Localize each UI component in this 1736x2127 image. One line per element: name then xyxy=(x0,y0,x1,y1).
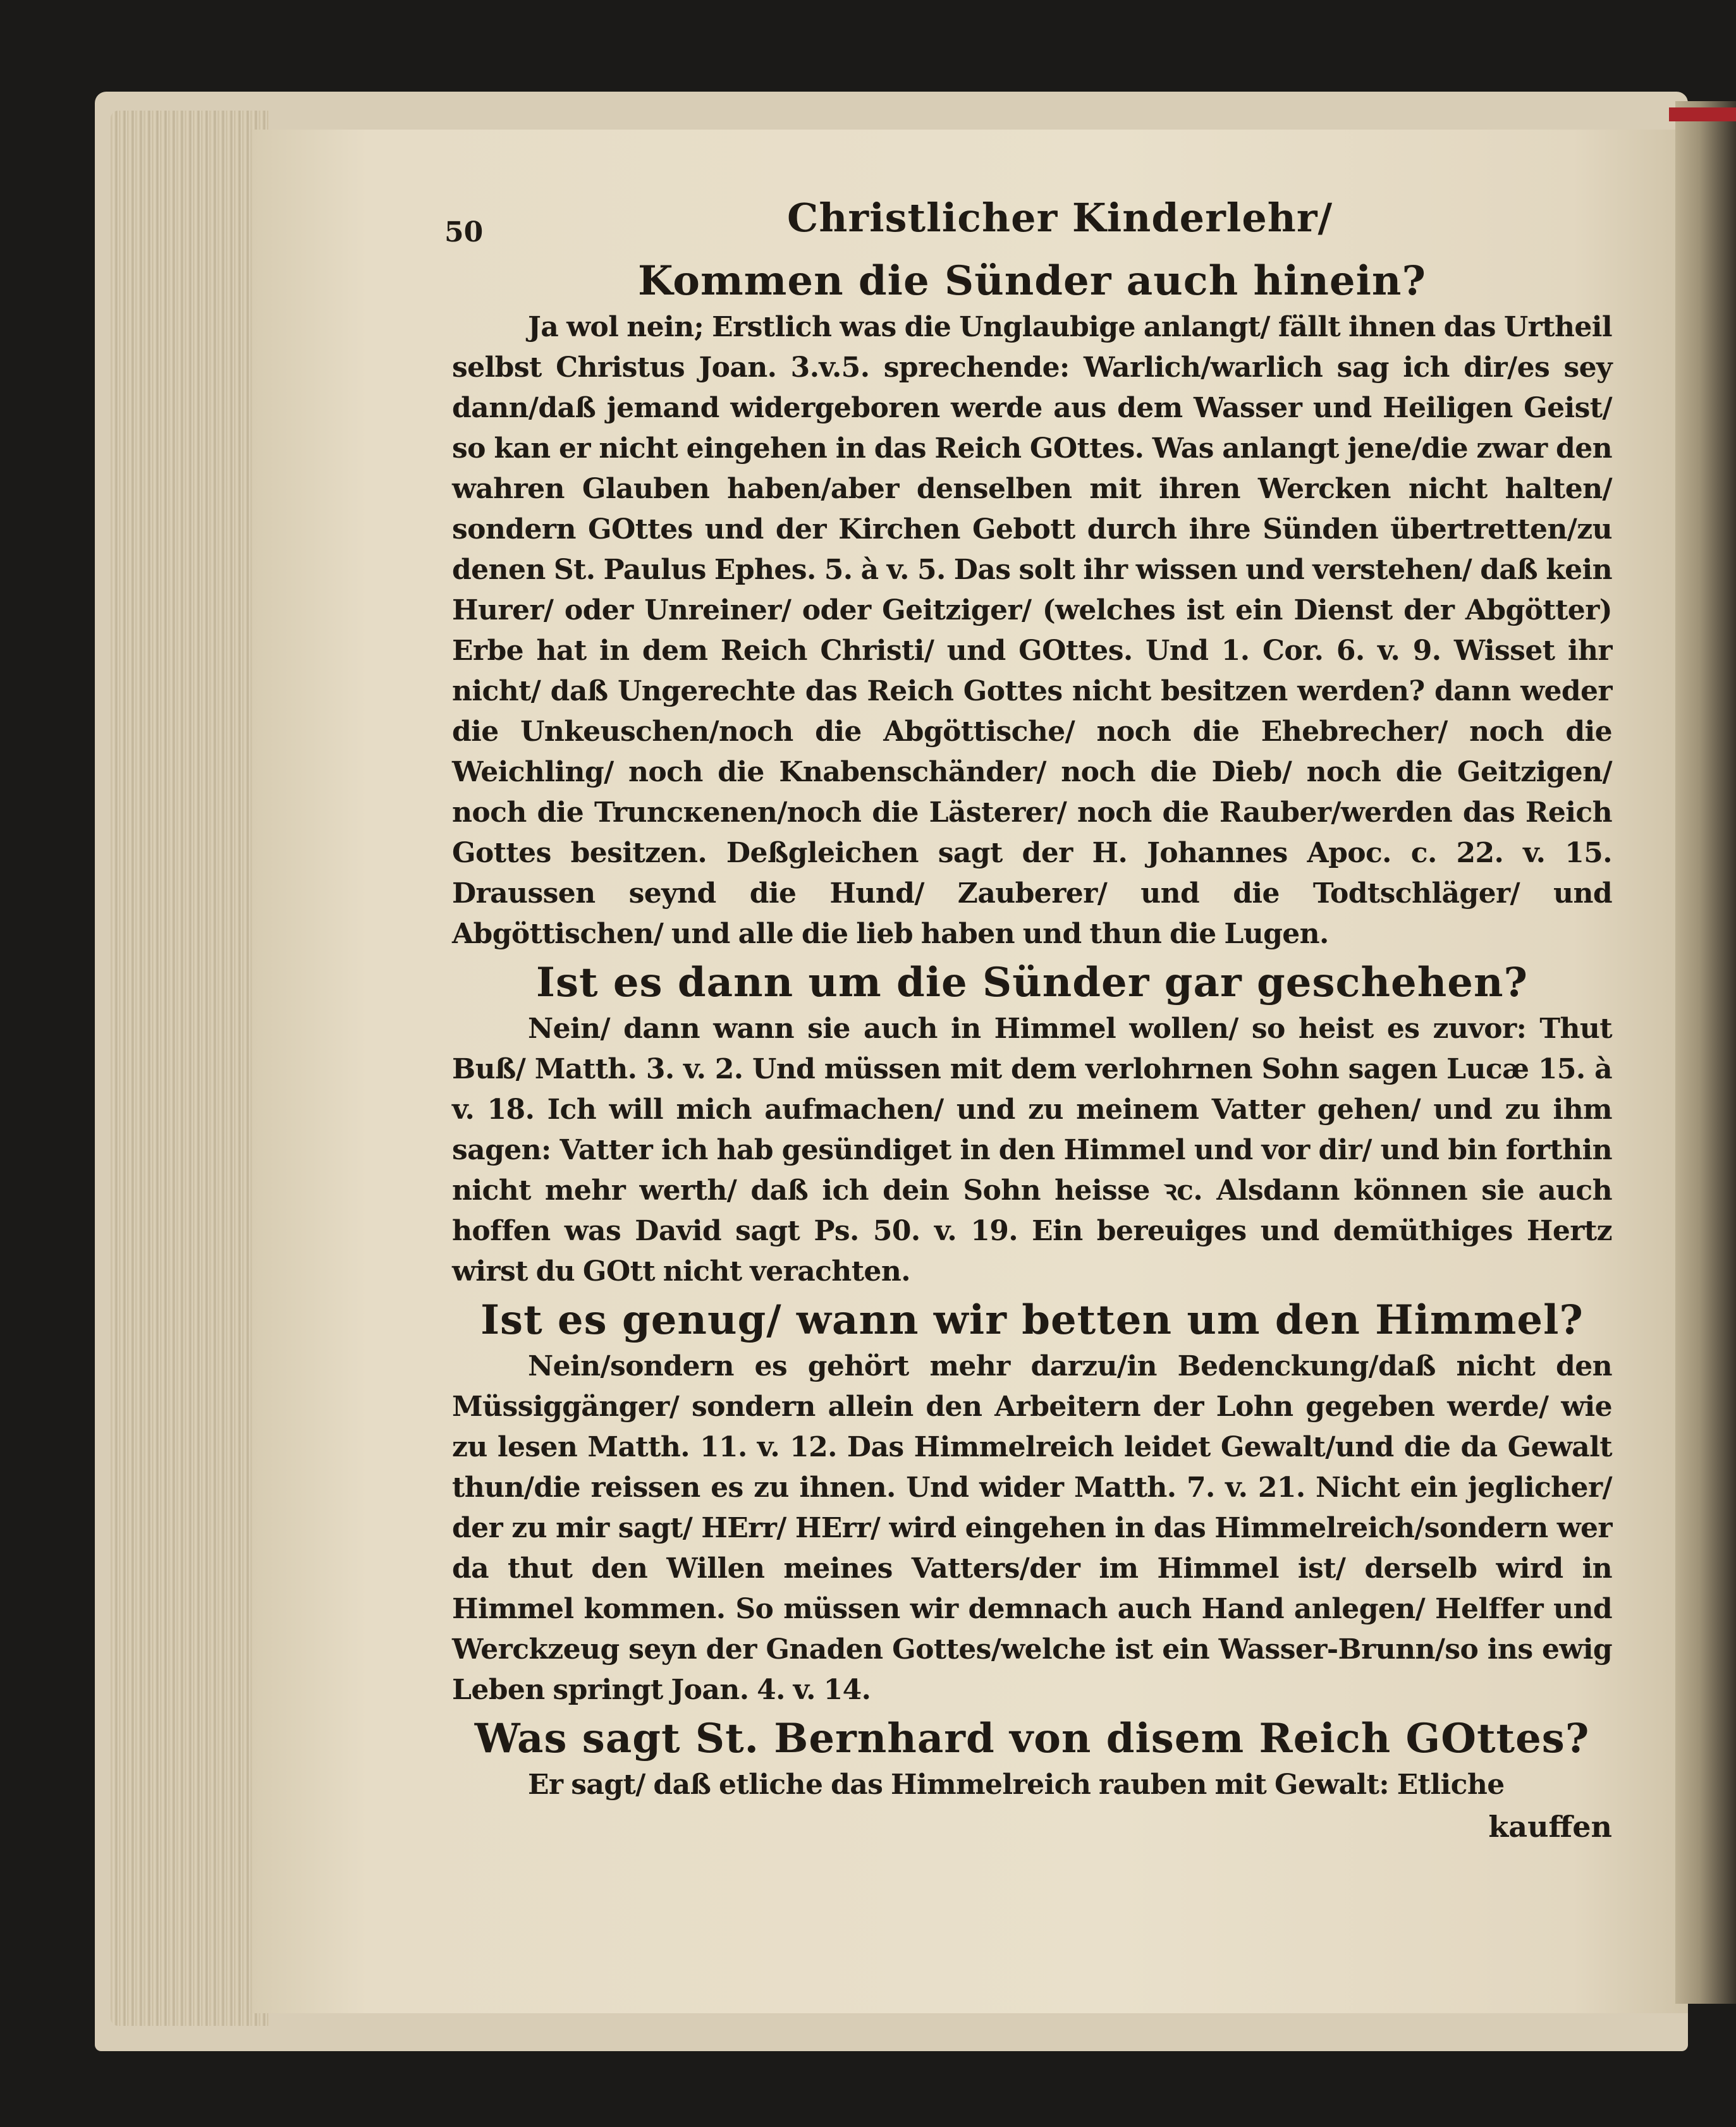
answer-paragraph: Nein/ dann wann sie auch in Himmel wollen/ so heist es zuvor: Thut Buß/ Matth. 3. v. 2. Und müssen mit dem verlohrnen Sohn sagen Lucæ 15. à v. 18. Ich will mich aufmachen/ und zu meinem Vatter gehen/ und zu ihm sagen: Vatter ich hab gesündiget in den Himmel und vor dir/ und bin forthin nicht mehr werth/ daß ich dein Sohn heisse ꝛc. Alsdann können sie auch hoffen was David sagt Ps. 50. v. 19. Ein bereuiges und demüthiges Hertz wirst du GOtt nicht verachten. xyxy=(452,1013,1612,1288)
text-column xyxy=(444,190,1612,1847)
question-heading: Was sagt St. Bernhard von disem Reich GOttes? xyxy=(474,1715,1590,1762)
running-head xyxy=(444,190,1612,253)
question-heading: Ist es genug/ wann wir betten um den Himmel? xyxy=(480,1296,1584,1344)
answer-paragraph: Er sagt/ daß etliche das Himmelreich rauben mit Gewalt: Etliche xyxy=(528,1769,1505,1801)
page-number: 50 xyxy=(444,216,484,248)
bookmark-ribbon xyxy=(1669,107,1736,121)
answer-paragraph: Ja wol nein; Erstlich was die Unglaubige anlangt/ fällt ihnen das Urtheil selbst Christus Joan. 3.v.5. sprechende: Warlich/warlich sag ich dir/es sey dann/daß jemand widergeboren werde aus dem Wasser und Heiligen Geist/ so kan er nicht eingehen in das Reich GOttes. Was anlangt jene/die zwar den wahren Glauben haben/aber denselben mit ihren Wercken nicht halten/ sondern GOttes und der Kirchen Gebott durch ihre Sünden übertretten/zu denen St. Paulus Ephes. 5. à v. 5. Das solt ihr wissen und verstehen/ daß kein Hurer/ oder Unreiner/ oder Geitziger/ (welches ist ein Dienst der Abgötter) Erbe hat in dem Reich Christi/ und GOttes. Und 1. Cor. 6. v. 9. Wisset ihr nicht/ daß Ungerechte das Reich Gottes nicht besitzen werden? dann weder die Unkeuschen/noch die Abgöttische/ noch die Ehebrecher/ noch die Weichling/ noch die Knabenschänder/ noch die Dieb/ noch die Geitzigen/ noch die Truncкenen/noch die Lästerer/ noch die Rauber/werden das Reich Gottes besitzen. Deßgleichen sagt der H. Johannes Apoc. c. 22. v. 15. Draussen seynd die Hund/ Zauberer/ und die Todtschläger/ und Abgöttischen/ und alle die lieb haben und thun die Lugen. xyxy=(452,311,1612,950)
catchword: kauffen xyxy=(1488,1810,1612,1844)
answer-paragraph: Nein/sondern es gehört mehr darzu/in Bedenckung/daß nicht den Müssiggänger/ sondern allein den Arbeitern der Lohn gegeben werde/ wie zu lesen Matth. 11. v. 12. Das Himmelreich leidet Gewalt/und die da Gewalt thun/die reissen es zu ihnen. Und wider Matth. 7. v. 21. Nicht ein jeglicher/ der zu mir sagt/ HErr/ HErr/ wird eingehen in das Himmelreich/sondern wer da thut den Willen meines Vatters/der im Himmel ist/ derselb wird in Himmel kommen. So müssen wir demnach auch Hand anlegen/ Helffer und Werckzeug seyn der Gnaden Gottes/welche ist ein Wasser-Brunn/so ins ewig Leben springt Joan. 4. v. 14. xyxy=(452,1350,1612,1706)
binding-gutter xyxy=(1675,101,1736,2004)
page-edges xyxy=(111,111,269,2026)
running-title: Christlicher Kinderlehr/ xyxy=(787,195,1333,241)
question-heading: Ist es dann um die Sünder gar geschehen? xyxy=(536,959,1528,1006)
question-heading: Kommen die Sünder auch hinein? xyxy=(638,257,1426,305)
